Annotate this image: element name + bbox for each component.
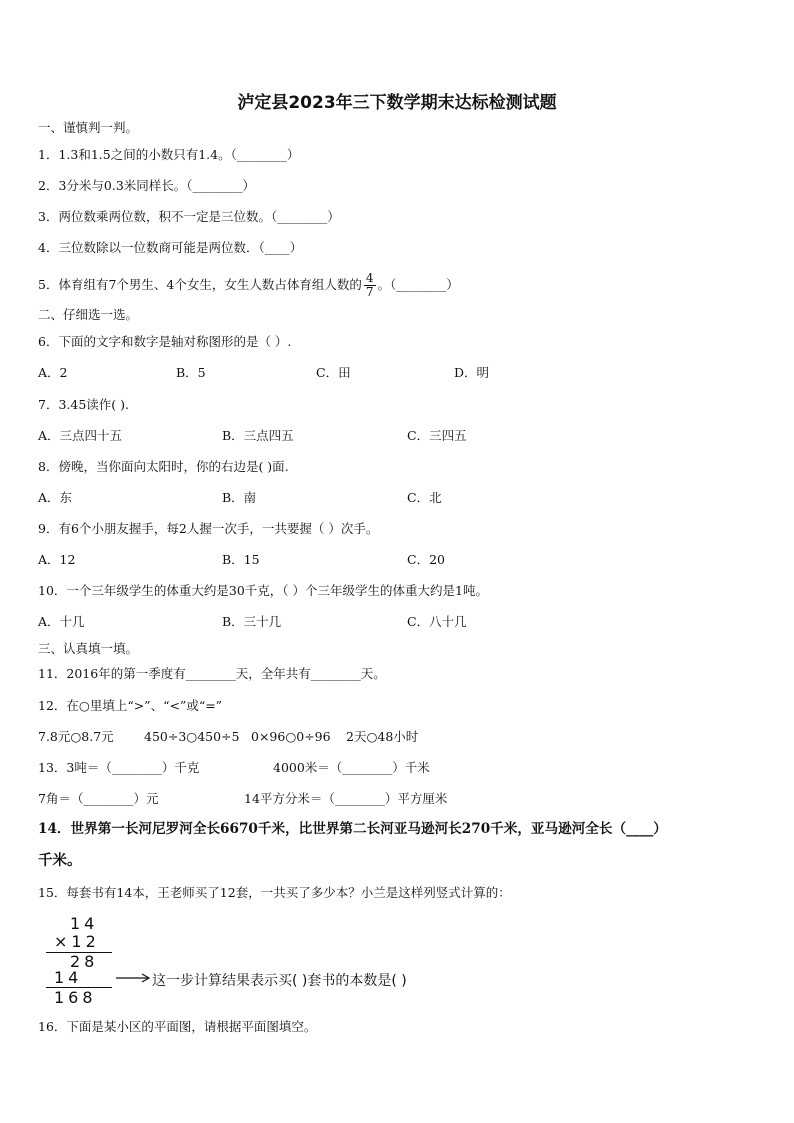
q7-option-c: C．三四五 — [407, 428, 467, 443]
calc-multiplicand: 14 — [70, 914, 99, 933]
q12-item-1: 7.8元○8.7元 — [38, 729, 114, 744]
question-14-line-2: 千米。 — [38, 852, 82, 869]
calc-partial-1: 28 — [70, 952, 99, 971]
section-heading-3: 三、认真填一填。 — [38, 641, 139, 656]
question-15: 15．每套书有14本，王老师买了12套，一共买了多少本？小兰是这样列竖式计算的： — [38, 885, 511, 900]
question-14-line-1: 14．世界第一长河尼罗河全长6670千米，比世界第二长河亚马逊河长270千米，亚马逊河全长（____） — [38, 821, 667, 837]
q8-option-c: C．北 — [407, 490, 442, 505]
q13-item-1: 13．3吨＝（________）千克 — [38, 760, 200, 775]
question-3: 3．两位数乘两位数，积不一定是三位数。（________） — [38, 209, 340, 224]
question-5 — [38, 270, 459, 300]
q9-option-c: C．20 — [407, 552, 445, 567]
q6-option-a: A．2 — [38, 365, 68, 380]
q6-option-c: C．田 — [316, 365, 351, 380]
section-heading-2: 二、仔细选一选。 — [38, 307, 139, 322]
q7-option-b: B．三点四五 — [222, 428, 294, 443]
page-title: 泸定县2023年三下数学期末达标检测试题 — [237, 93, 557, 113]
q6-option-b: B．5 — [176, 365, 206, 380]
q10-option-b: B．三十几 — [222, 614, 282, 629]
q10-option-a: A．十几 — [38, 614, 85, 629]
question-5-tail: 。（________） — [377, 277, 459, 292]
question-2: 2．3分米与0.3米同样长。（________） — [38, 178, 256, 193]
q6-option-d: D．明 — [454, 365, 490, 380]
q9-option-b: B．15 — [222, 552, 260, 567]
section-heading-1: 一、谨慎判一判。 — [38, 120, 139, 135]
calc-note: 这一步计算结果表示买( )套书的本数是( ) — [152, 973, 407, 989]
q12-item-2: 450÷3○450÷5 — [144, 729, 240, 744]
fraction-numerator: 4 — [365, 271, 374, 285]
question-7: 7．3.45读作( ). — [38, 397, 129, 412]
q13-item-2: 4000米＝（________）千米 — [273, 760, 430, 775]
q8-option-b: B．南 — [222, 490, 257, 505]
calc-multiplier: ×12 — [54, 932, 100, 951]
q12-item-4: 2天○48小时 — [346, 729, 419, 744]
question-6: 6．下面的文字和数字是轴对称图形的是（ ）. — [38, 334, 292, 349]
question-8: 8．傍晚，当你面向太阳时，你的右边是( )面. — [38, 459, 289, 474]
question-5-text: 5．体育组有7个男生、4个女生，女生人数占体育组人数的 — [38, 277, 362, 292]
q10-option-c: C．八十几 — [407, 614, 467, 629]
q9-option-a: A．12 — [38, 552, 76, 567]
fraction-denominator: 7 — [365, 285, 374, 299]
calc-partial-2: 14 — [54, 968, 83, 987]
calc-result: 168 — [54, 988, 97, 1007]
arrow-right-icon — [116, 973, 152, 983]
fraction — [364, 272, 376, 299]
vertical-multiplication — [40, 912, 560, 1012]
question-9: 9．有6个小朋友握手，每2人握一次手，一共要握（ ）次手。 — [38, 521, 379, 536]
question-11: 11．2016年的第一季度有________天，全年共有________天。 — [38, 666, 386, 681]
q12-item-3: 0×96○0÷96 — [251, 729, 331, 744]
q13-item-3: 7角＝（________）元 — [38, 791, 159, 806]
question-1: 1．1.3和1.5之间的小数只有1.4。（________） — [38, 147, 300, 162]
question-16: 16．下面是某小区的平面图，请根据平面图填空。 — [38, 1019, 317, 1034]
q8-option-a: A．东 — [38, 490, 73, 505]
question-10: 10．一个三年级学生的体重大约是30千克，（ ）个三年级学生的体重大约是1吨。 — [38, 583, 488, 598]
question-4: 4．三位数除以一位数商可能是两位数．（____） — [38, 240, 303, 255]
question-12: 12．在○里填上“>”、“<”或“=” — [38, 698, 223, 713]
q13-item-4: 14平方分米＝（________）平方厘米 — [244, 791, 448, 806]
q7-option-a: A．三点四十五 — [38, 428, 123, 443]
